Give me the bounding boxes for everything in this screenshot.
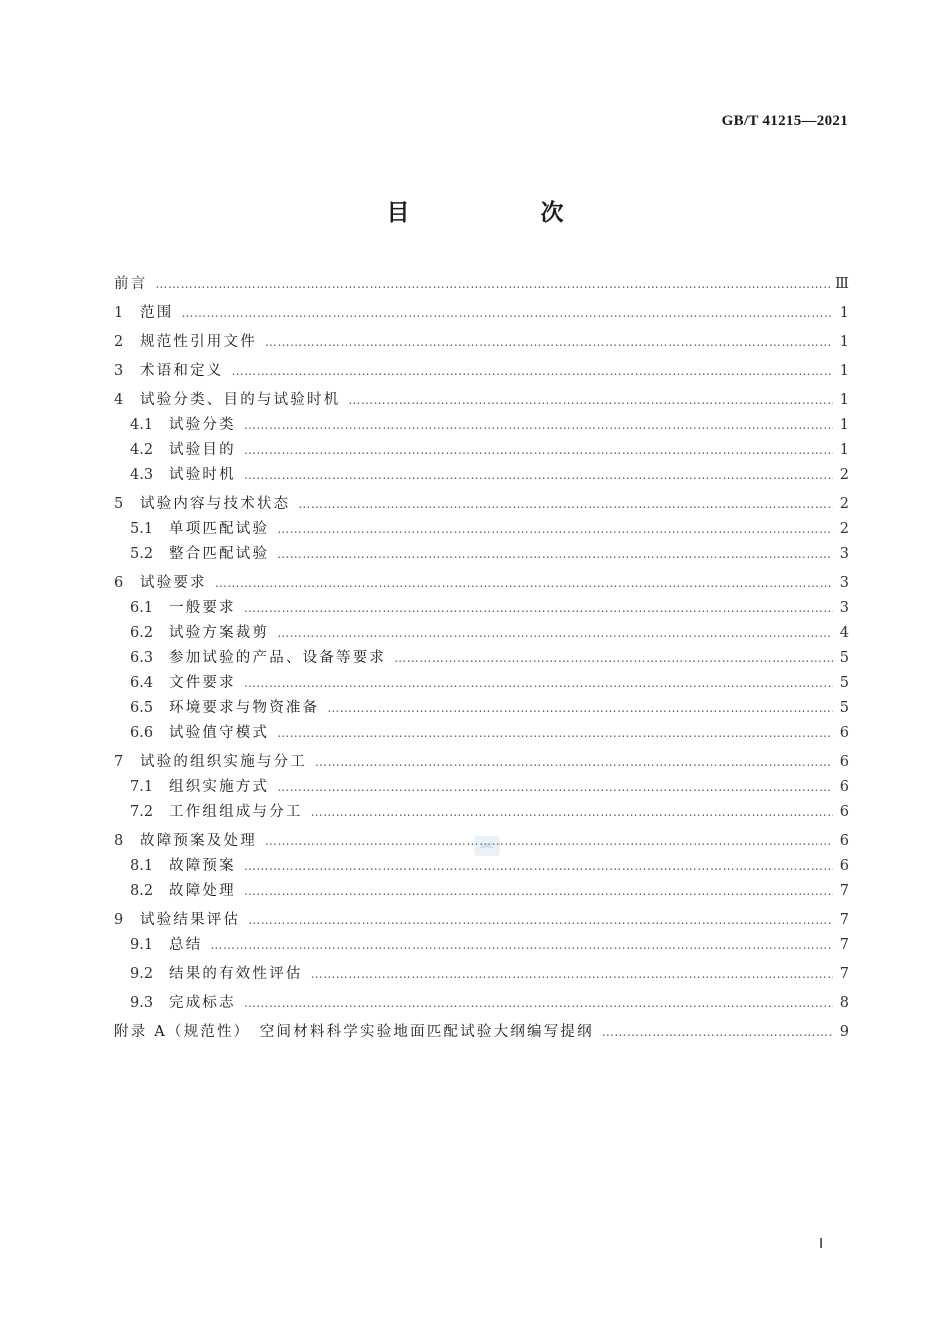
toc-entry-label: 文件要求 (169, 675, 236, 691)
toc-leader-dots (311, 800, 833, 825)
toc-leader-dots (244, 463, 833, 488)
toc-entry-number: 6 (114, 575, 124, 591)
toc-entry-number: 6.4 (130, 675, 154, 691)
toc-leader-dots (394, 646, 833, 671)
toc-entry-page: 3 (839, 600, 849, 616)
standard-code: GB/T 41215—2021 (721, 113, 848, 129)
toc-entry-page: 6 (839, 779, 849, 795)
toc-entry-label: 附录 A（规范性） 空间材料科学实验地面匹配试验大纲编写提纲 (114, 1024, 594, 1040)
toc-entry-page: 6 (839, 754, 849, 770)
toc-leader-dots (181, 301, 833, 326)
toc-entry-page: 5 (839, 700, 849, 716)
toc-entry-page: 9 (839, 1024, 849, 1040)
toc-entry[interactable] (114, 854, 849, 879)
table-of-contents (114, 272, 849, 1045)
toc-entry[interactable] (114, 671, 849, 696)
toc-entry-page: 3 (839, 575, 849, 591)
toc-entry[interactable] (114, 696, 849, 721)
toc-entry-page: 6 (839, 833, 849, 849)
toc-entry[interactable] (114, 908, 849, 933)
toc-leader-dots (265, 330, 833, 355)
toc-entry-label: 环境要求与物资准备 (169, 700, 320, 716)
toc-entry[interactable] (114, 962, 849, 987)
toc-entry-page: 5 (839, 650, 849, 666)
toc-entry-number: 6.6 (130, 725, 154, 741)
toc-entry-number: 6.5 (130, 700, 154, 716)
toc-entry-label: 规范性引用文件 (140, 334, 257, 350)
toc-entry-label: 试验值守模式 (169, 725, 270, 741)
toc-entry-page: 2 (839, 521, 849, 537)
toc-leader-dots (244, 413, 833, 438)
toc-entry-label: 试验分类 (169, 417, 236, 433)
toc-entry-number: 4.3 (130, 467, 154, 483)
toc-entry-number: 4.1 (130, 417, 154, 433)
toc-entry-label: 故障预案及处理 (140, 833, 257, 849)
page-number: Ⅰ (819, 1237, 824, 1252)
toc-entry[interactable] (114, 775, 849, 800)
toc-entry-page: 1 (839, 392, 849, 408)
toc-leader-dots (215, 571, 833, 596)
toc-entry-number: 9.3 (130, 995, 154, 1011)
toc-leader-dots (244, 879, 833, 904)
toc-entry-page: 7 (839, 883, 849, 899)
toc-entry-label: 试验方案裁剪 (169, 625, 270, 641)
toc-entry[interactable] (114, 330, 849, 355)
toc-entry-label: 一般要求 (169, 600, 236, 616)
toc-entry-number: 2 (114, 334, 124, 350)
toc-leader-dots (244, 596, 833, 621)
toc-entry-number: 6.1 (130, 600, 154, 616)
toc-leader-dots (315, 750, 833, 775)
toc-leader-dots (244, 854, 833, 879)
toc-entry-page: 2 (839, 467, 849, 483)
toc-entry-label: 范围 (140, 305, 174, 321)
toc-entry[interactable] (114, 517, 849, 542)
toc-leader-dots (232, 359, 834, 384)
toc-entry-number: 4.2 (130, 442, 154, 458)
toc-entry-page: 5 (839, 675, 849, 691)
toc-entry[interactable] (114, 750, 849, 775)
toc-entry[interactable] (114, 1020, 849, 1045)
toc-entry-label: 工作组组成与分工 (169, 804, 303, 820)
toc-entry[interactable] (114, 646, 849, 671)
toc-leader-dots (277, 542, 833, 567)
toc-leader-dots (244, 438, 833, 463)
toc-leader-dots (298, 492, 833, 517)
toc-entry-label: 故障处理 (169, 883, 236, 899)
toc-entry-label: 单项匹配试验 (169, 521, 270, 537)
toc-entry-label: 结果的有效性评估 (169, 966, 303, 982)
toc-entry-page: 6 (839, 858, 849, 874)
toc-entry-page: Ⅲ (835, 276, 849, 292)
toc-entry-page: 7 (839, 937, 849, 953)
toc-leader-dots (602, 1020, 833, 1045)
toc-leader-dots (277, 775, 833, 800)
toc-leader-dots (311, 962, 833, 987)
toc-entry-number: 8 (114, 833, 124, 849)
toc-entry-label: 整合匹配试验 (169, 546, 270, 562)
toc-entry-page: 1 (839, 363, 849, 379)
toc-entry[interactable] (114, 492, 849, 517)
toc-entry-page: 7 (839, 966, 849, 982)
toc-entry-page: 1 (839, 417, 849, 433)
toc-entry[interactable] (114, 991, 849, 1016)
page-title: 目 次 (386, 199, 618, 226)
toc-entry-label: 试验的组织实施与分工 (140, 754, 307, 770)
toc-entry-page: 2 (839, 496, 849, 512)
toc-entry-number: 9.1 (130, 937, 154, 953)
toc-entry[interactable] (114, 359, 849, 384)
toc-entry-page: 7 (839, 912, 849, 928)
toc-entry[interactable] (114, 272, 849, 297)
toc-entry-label: 参加试验的产品、设备等要求 (169, 650, 387, 666)
watermark-logo: SAC (474, 836, 500, 856)
toc-entry-page: 6 (839, 804, 849, 820)
toc-entry[interactable] (114, 879, 849, 904)
toc-entry-label: 术语和定义 (140, 363, 224, 379)
toc-entry-page: 1 (839, 442, 849, 458)
toc-entry-page: 6 (839, 725, 849, 741)
toc-entry[interactable] (114, 301, 849, 326)
toc-leader-dots (244, 991, 833, 1016)
toc-leader-dots (155, 272, 831, 297)
toc-entry-number: 7.2 (130, 804, 154, 820)
toc-entry-number: 9.2 (130, 966, 154, 982)
toc-entry[interactable] (114, 388, 849, 413)
toc-entry[interactable] (114, 438, 849, 463)
toc-leader-dots (277, 517, 833, 542)
toc-entry-number: 6.2 (130, 625, 154, 641)
toc-entry-page: 1 (839, 305, 849, 321)
toc-leader-dots (248, 908, 833, 933)
toc-entry-label: 前言 (114, 276, 148, 292)
toc-entry-number: 7.1 (130, 779, 154, 795)
toc-leader-dots (244, 671, 833, 696)
toc-entry-label: 组织实施方式 (169, 779, 270, 795)
toc-entry-number: 5.1 (130, 521, 154, 537)
toc-entry[interactable] (114, 800, 849, 825)
toc-entry[interactable] (114, 463, 849, 488)
toc-entry-label: 试验内容与技术状态 (140, 496, 291, 512)
toc-entry-label: 试验要求 (140, 575, 207, 591)
toc-leader-dots (327, 696, 833, 721)
toc-entry-number: 7 (114, 754, 124, 770)
toc-entry-number: 6.3 (130, 650, 154, 666)
toc-leader-dots (348, 388, 833, 413)
toc-entry[interactable] (114, 413, 849, 438)
toc-leader-dots (277, 721, 833, 746)
toc-entry-number: 5 (114, 496, 124, 512)
toc-entry-label: 试验目的 (169, 442, 236, 458)
toc-entry-label: 故障预案 (169, 858, 236, 874)
toc-entry-page: 1 (839, 334, 849, 350)
toc-entry-page: 3 (839, 546, 849, 562)
toc-entry[interactable] (114, 542, 849, 567)
toc-entry-number: 8.1 (130, 858, 154, 874)
toc-entry[interactable] (114, 571, 849, 596)
toc-entry[interactable] (114, 596, 849, 621)
toc-entry-label: 试验时机 (169, 467, 236, 483)
toc-entry-number: 3 (114, 363, 124, 379)
toc-entry-page: 8 (839, 995, 849, 1011)
toc-entry[interactable] (114, 621, 849, 646)
toc-leader-dots (277, 621, 833, 646)
toc-leader-dots (265, 829, 833, 854)
toc-entry-number: 1 (114, 305, 124, 321)
toc-entry-label: 试验分类、目的与试验时机 (140, 392, 341, 408)
toc-entry-number: 8.2 (130, 883, 154, 899)
toc-entry-label: 试验结果评估 (140, 912, 241, 928)
toc-entry-number: 4 (114, 392, 124, 408)
toc-entry-number: 9 (114, 912, 124, 928)
toc-entry-label: 总结 (169, 937, 203, 953)
toc-entry-number: 5.2 (130, 546, 154, 562)
toc-entry[interactable] (114, 721, 849, 746)
toc-entry-label: 完成标志 (169, 995, 236, 1011)
toc-entry[interactable] (114, 933, 849, 958)
toc-leader-dots (210, 933, 833, 958)
toc-entry-page: 4 (839, 625, 849, 641)
